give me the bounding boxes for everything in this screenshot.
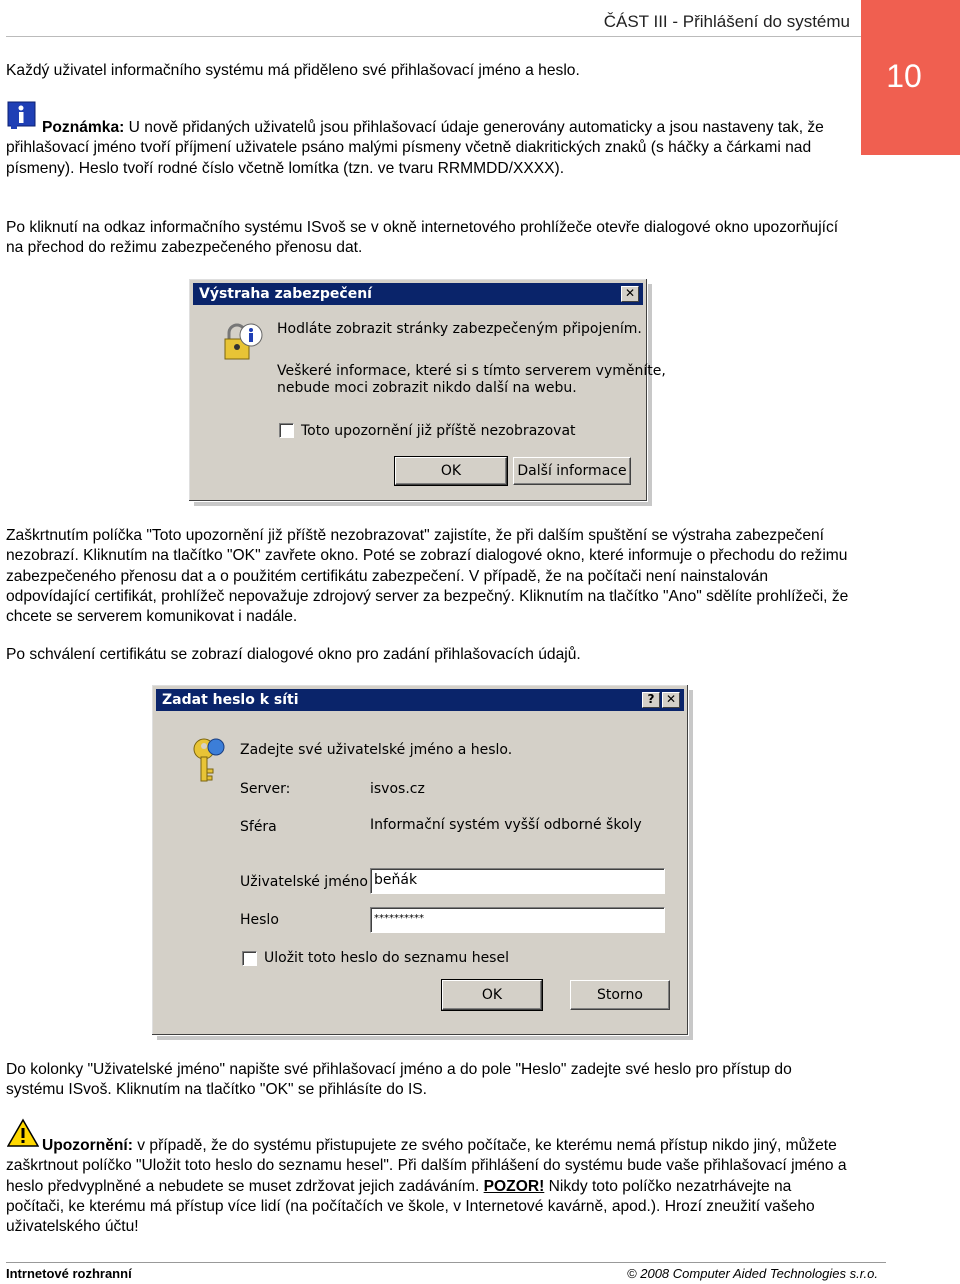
cancel-button[interactable]: Storno [570,980,670,1010]
ok-button[interactable]: OK [442,980,542,1010]
dialog-title: Zadat heslo k síti [162,692,299,708]
security-dialog-intro: Po kliknutí na odkaz informačního systému ISvoš se v okně internetového prohlížeče otevře dialogové okno upozorňující na přechod do režimu zabezpečeného přenosu dat. [6,219,839,257]
server-value: isvos.cz [370,781,425,797]
password-dialog [151,684,689,1036]
dialog-message-2: Veškeré informace, které si s tímto serverem vyměníte, [277,363,666,379]
security-warning-dialog [188,278,666,502]
warning-text-a: v případě, že do systému přistupujete ze svého počítače, ke kterému nemá přístup nikdo jiný, můžete zaškrtnout políčko "Uložit toto heslo do seznamu hesel". Při dalším přihlášení do systému bude vaše přihlašovací jméno a heslo předvyplněné a nebudete se muset zdržovat jejich zadáváním. [6,1137,847,1195]
section-title: ČÁST III - Přihlášení do systému [603,12,850,31]
realm-label: Sféra [240,819,277,835]
footer-copyright: © 2008 Computer Aided Technologies s.r.o. [627,1266,878,1281]
dialog-titlebar [156,689,684,711]
save-password-label: Uložit toto heslo do seznamu hesel [264,950,509,966]
close-button[interactable]: ✕ [621,286,639,302]
dont-show-checkbox[interactable] [279,423,294,438]
note-label: Poznámka: [42,119,125,136]
footer-divider [6,1262,886,1263]
username-label: Uživatelské jméno [240,874,368,890]
password-label: Heslo [240,912,279,928]
checkbox-explanation: Zaškrtnutím políčka "Toto upozornění již příště nezobrazovat" zajistíte, že při dalším spuštění se výstraha zabezpečení nezobrazí. Kliknutím na tlačítko "OK" zavřete okno. Poté se zobrazí dialogové okno, které informuje o přechodu do režimu zabezpečeného přenosu dat a o použitém certifikátu zabezpečení. V případě, že na počítači není nainstalován odpovídající certifikát, prohlížeč nepovažuje zdrojový server za bezpečný. Kliknutím na tlačítko "Ano" sdělíte prohlížeči, že chcete se serverem komunikovat i nadále. [6,527,849,626]
login-instructions: Do kolonky "Uživatelské jméno" napište své přihlašovací jméno a do pole "Heslo" zadejte své heslo pro přístup do systému ISvoš. Kliknutím na tlačítko "OK" se přihlásíte do IS. [6,1061,792,1099]
page-number: 10 [886,58,922,94]
help-button[interactable]: ? [642,692,660,708]
pozor-link[interactable]: POZOR! [483,1177,545,1195]
server-label: Server: [240,781,291,797]
intro-paragraph: Každý uživatel informačního systému má přiděleno své přihlašovací jméno a heslo. [6,62,580,79]
password-input[interactable]: ********** [370,907,665,933]
note-text: U nově přidaných uživatelů jsou přihlašovací údaje generovány automaticky a jsou nastaveny tak, že přihlašovací jméno tvoří příjmení uživatele psáno malými písmeny včetně diakritických znaků (s háčky a čárkami nad písmeny). Heslo tvoří rodné číslo včetně lomítka (tzn. ve tvaru RRMMDD/XXXX). [6,119,824,177]
warning-label: Upozornění: [42,1137,133,1154]
more-info-button[interactable]: Další informace [513,457,631,485]
dialog-prompt: Zadejte své uživatelské jméno a heslo. [240,742,513,758]
warning-text-b: Nikdy toto políčko nezatrhávejte na počítači, ke kterému má přístup více lidí (na počítačích ve škole, v Internetové kavárně, apod.). Hrozí zneužití vašeho uživatelského účtu! [6,1177,815,1236]
dialog-titlebar [193,283,643,305]
keys-icon [186,735,230,785]
lock-info-icon [221,321,265,365]
dialog-message-3: nebude moci zobrazit nikdo další na webu. [277,380,577,396]
username-input[interactable]: beňák [370,868,665,894]
dialog-message-1: Hodláte zobrazit stránky zabezpečeným připojením. [277,321,642,337]
note-paragraph [6,118,851,179]
ok-button[interactable]: OK [395,457,507,485]
header-divider [6,36,861,37]
warning-paragraph [6,1136,851,1237]
close-button[interactable]: ✕ [662,692,680,708]
dialog-title: Výstraha zabezpečení [199,286,372,302]
save-password-checkbox[interactable] [242,951,257,966]
realm-value: Informační systém vyšší odborné školy [370,817,642,833]
footer-left: Intrnetové rozhranní [6,1266,132,1281]
certificate-paragraph: Po schválení certifikátu se zobrazí dialogové okno pro zadání přihlašovacích údajů. [6,646,581,663]
dont-show-label: Toto upozornění již příště nezobrazovat [301,423,576,439]
